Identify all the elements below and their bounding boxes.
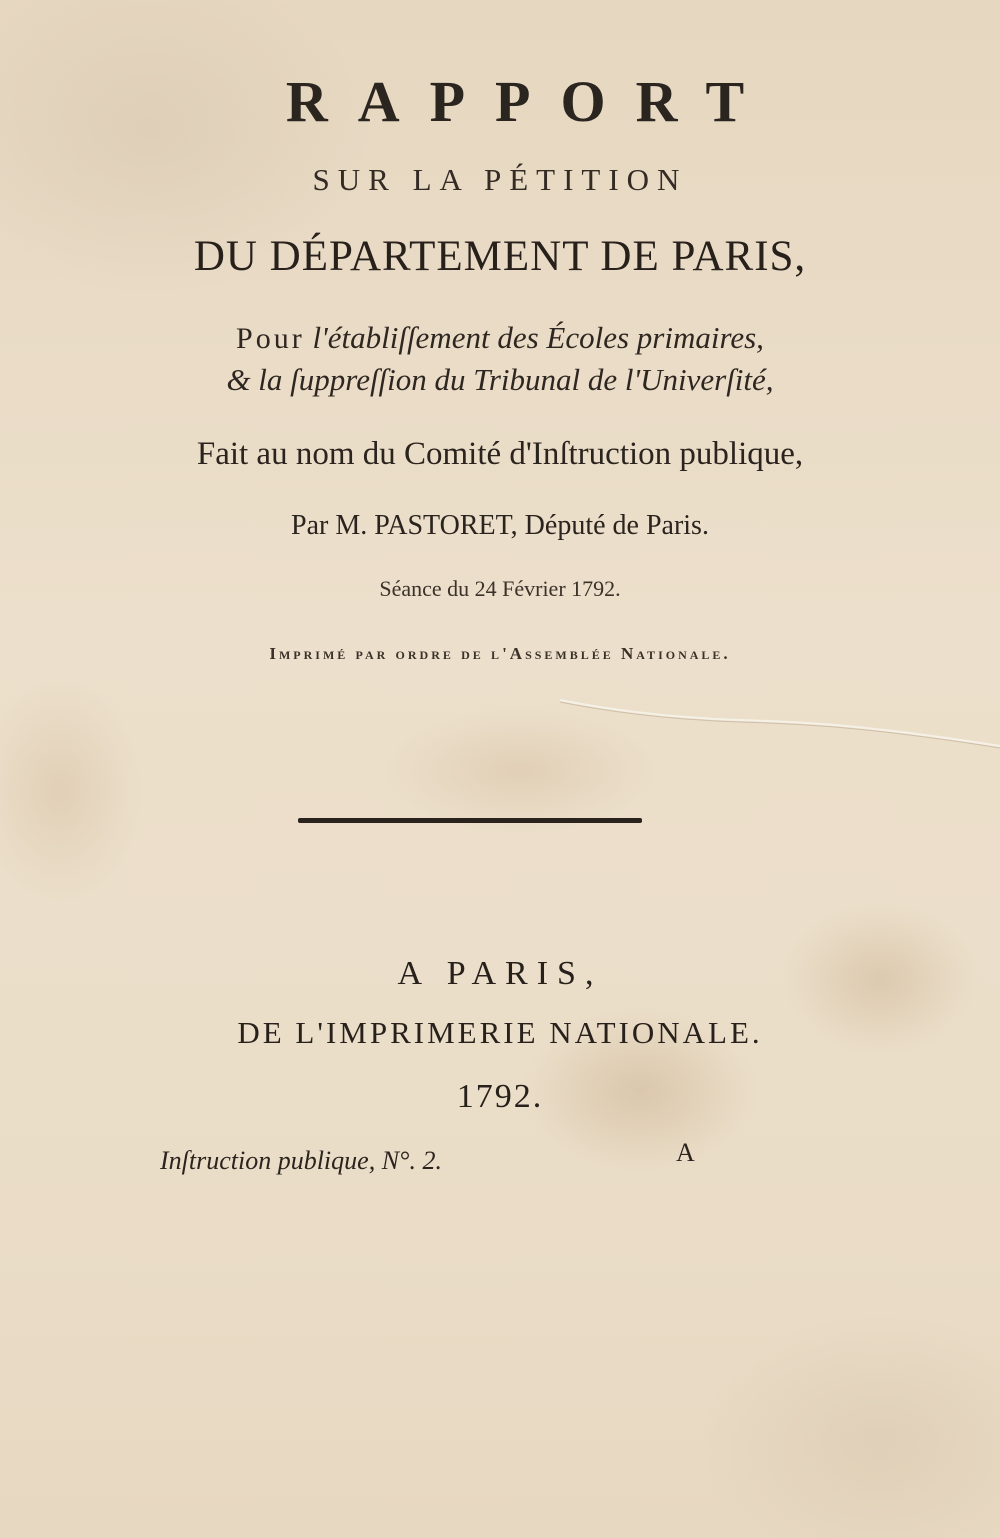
author-line: Par M. PASTORET, Député de Paris.	[291, 510, 709, 541]
printed-by-order: Imprimé par ordre de l'Assemblée Nationale.	[269, 644, 731, 663]
signature-mark: A	[676, 1138, 695, 1167]
paper-crease	[560, 690, 1000, 750]
purpose-line-1-text: l'établiſſement des Écoles primaires,	[304, 320, 764, 355]
purpose-line-2: & la ſuppreſſion du Tribunal de l'Univerſité,	[226, 362, 774, 397]
title-rapport: RAPPORT	[285, 69, 775, 134]
purpose-line-1	[0, 320, 1000, 356]
session-date: Séance du 24 Février 1792.	[379, 576, 621, 601]
divider-rule	[298, 818, 642, 823]
committee-line: Fait au nom du Comité d'Inſtruction publique,	[196, 436, 804, 472]
imprint-year: 1792.	[456, 1078, 544, 1115]
imprint-printer: DE L'IMPRIMERIE NATIONALE.	[237, 1015, 763, 1050]
series-footer: Inſtruction publique, N°. 2.	[160, 1146, 442, 1175]
purpose-lead-word: Pour	[236, 322, 305, 355]
subtitle-petition: SUR LA PÉTITION	[312, 162, 688, 197]
department-heading: DU DÉPARTEMENT DE PARIS,	[193, 233, 807, 280]
imprint-place: A PARIS,	[397, 955, 603, 992]
